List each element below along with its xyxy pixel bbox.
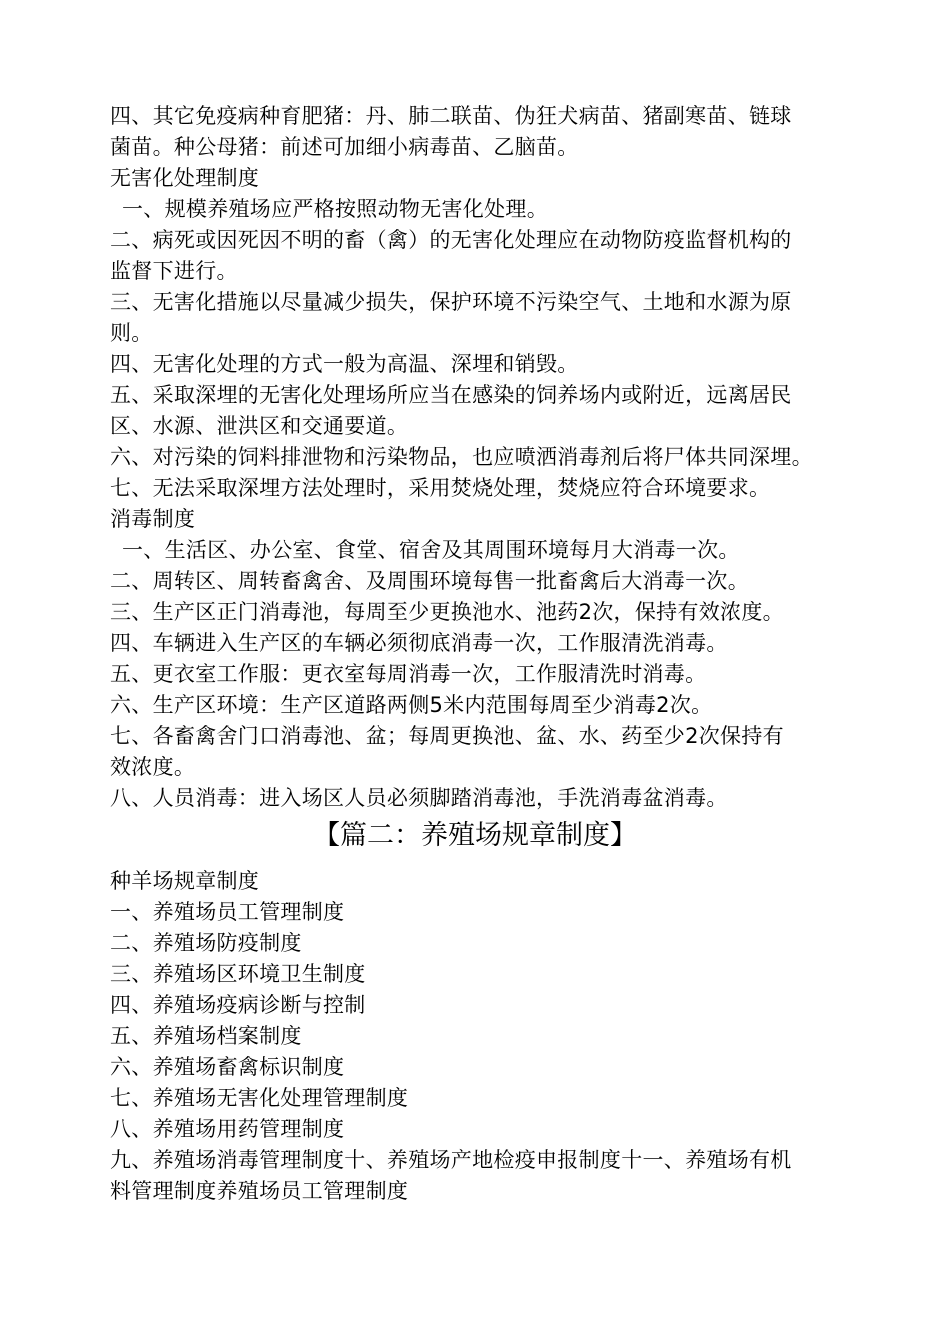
text-line: 一、规模养殖场应严格按照动物无害化处理。 — [122, 197, 548, 221]
text-line: 五、更衣室工作服：更衣室每周消毒一次，工作服清洗时消毒。 — [110, 662, 707, 686]
text-line: 则。 — [110, 321, 153, 345]
text-line: 三、无害化措施以尽量减少损失，保护环境不污染空气、土地和水源为原 — [110, 290, 792, 314]
section-title-harmless: 无害化处理制度 — [110, 166, 260, 190]
list-item: 一、养殖场员工管理制度 — [110, 900, 345, 924]
list-item: 三、养殖场区环境卫生制度 — [110, 962, 366, 986]
section-1 — [110, 101, 890, 814]
text-line: 六、对污染的饲料排泄物和污染物品，也应喷洒消毒剂后将尸体共同深埋。 — [110, 445, 813, 469]
section-title-disinfection: 消毒制度 — [110, 507, 196, 531]
text-line: 八、人员消毒：进入场区人员必须脚踏消毒池，手洗消毒盆消毒。 — [110, 786, 728, 810]
text-line: 七、各畜禽舍门口消毒池、盆；每周更换池、盆、水、药至少2次保持有 — [110, 724, 784, 748]
text-line: 二、病死或因死因不明的畜（禽）的无害化处理应在动物防疫监督机构的 — [110, 228, 792, 252]
text-line: 六、生产区环境：生产区道路两侧5米内范围每周至少消毒2次。 — [110, 693, 713, 717]
chapter-heading: 【篇二：养殖场规章制度】 — [313, 820, 637, 851]
list-item: 二、养殖场防疫制度 — [110, 931, 302, 955]
text-line: 一、生活区、办公室、食堂、宿舍及其周围环境每月大消毒一次。 — [122, 538, 740, 562]
list-item: 五、养殖场档案制度 — [110, 1024, 302, 1048]
list-item: 料管理制度养殖场员工管理制度 — [110, 1179, 409, 1203]
section-2 — [110, 866, 890, 1207]
list-item: 六、养殖场畜禽标识制度 — [110, 1055, 345, 1079]
text-line: 七、无法采取深埋方法处理时，采用焚烧处理，焚烧应符合环境要求。 — [110, 476, 771, 500]
text-line: 效浓度。 — [110, 755, 196, 779]
text-line: 五、采取深埋的无害化处理场所应当在感染的饲养场内或附近，远离居民 — [110, 383, 792, 407]
list-item: 八、养殖场用药管理制度 — [110, 1117, 345, 1141]
list-item: 四、养殖场疫病诊断与控制 — [110, 993, 366, 1017]
text-line: 菌苗。种公母猪：前述可加细小病毒苗、乙脑苗。 — [110, 135, 579, 159]
text-line: 四、车辆进入生产区的车辆必须彻底消毒一次，工作服清洗消毒。 — [110, 631, 728, 655]
text-line: 四、其它免疫病种育肥猪：丹、肺二联苗、伪狂犬病苗、猪副寒苗、链球 — [110, 104, 792, 128]
text-line: 区、水源、泄洪区和交通要道。 — [110, 414, 409, 438]
text-line: 二、周转区、周转畜禽舍、及周围环境每售一批畜禽后大消毒一次。 — [110, 569, 749, 593]
text-line: 监督下进行。 — [110, 259, 238, 283]
text-line: 四、无害化处理的方式一般为高温、深埋和销毁。 — [110, 352, 579, 376]
document-page — [110, 101, 890, 1207]
section-title-sheep-farm: 种羊场规章制度 — [110, 869, 260, 893]
text-line: 三、生产区正门消毒池，每周至少更换池水、池药2次，保持有效浓度。 — [110, 600, 784, 624]
list-item: 九、养殖场消毒管理制度十、养殖场产地检疫申报制度十一、养殖场有机 — [110, 1148, 792, 1172]
list-item: 七、养殖场无害化处理管理制度 — [110, 1086, 409, 1110]
